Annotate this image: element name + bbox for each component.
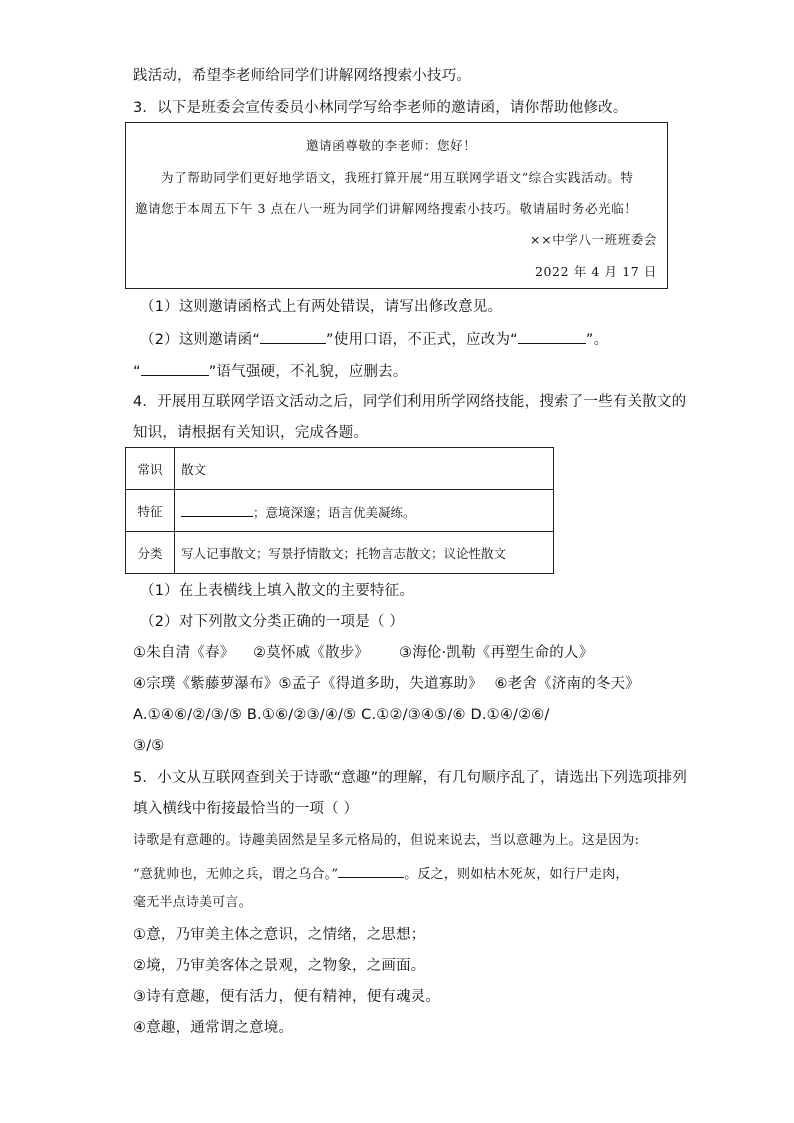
- q5-passage-line2: [133, 862, 629, 885]
- work-item: ⑤孟子《得道多助，失道寡助》: [278, 676, 483, 692]
- q5-title-line1: 5．小文从互联网查到关于诗歌“意趣”的理解，有几句顺序乱了，请选出下列选项排列: [133, 770, 688, 786]
- q4-sub2: （2）对下列散文分类正确的一项是（ ）: [140, 614, 405, 630]
- table-head-cell: 分类: [126, 532, 175, 574]
- q3-sub2-part-c: ”。: [585, 332, 609, 348]
- q5-option: ④意趣，通常谓之意境。: [133, 1020, 294, 1036]
- table-row: [126, 448, 554, 490]
- work-item: ④宗璞《紫藤萝瀑布》: [133, 676, 279, 692]
- letter-signature: ××中学八一班班委会: [530, 232, 657, 247]
- quote-open: “: [133, 364, 141, 380]
- answer-blank[interactable]: [141, 360, 209, 376]
- table-row: [126, 532, 554, 574]
- letter-body-line1: 为了帮助同学们更好地学语文，我班打算开展“用互联网学语文”综合实践活动。特: [161, 170, 634, 185]
- answer-blank[interactable]: [181, 501, 253, 517]
- feature-text: ；意境深邃；语言优美凝练。: [253, 504, 416, 520]
- letter-date: 2022 年 4 月 17 日: [534, 264, 657, 279]
- essay-knowledge-table: [125, 447, 554, 574]
- table-content-cell: [175, 490, 554, 532]
- work-item: ①朱自清《春》: [133, 645, 235, 661]
- q5-option: ①意，乃审美主体之意识，之情绪，之思想；: [133, 927, 426, 943]
- q3-sub2-part-d: ”语气强硬，不礼貌，应删去。: [208, 364, 408, 380]
- q3-sub2-part-a: （2）这则邀请函“: [140, 332, 261, 348]
- q5-title-line2: 填入横线中衔接最恰当的一项（ ）: [133, 801, 359, 817]
- q4-title-line1: 4．开展用互联网学语文活动之后，同学们利用所学网络技能，搜索了一些有关散文的: [133, 394, 687, 410]
- q5-option: ②境，乃审美客体之景观，之物象，之画面。: [133, 958, 426, 974]
- q4-options-wrap: ③/⑤: [133, 738, 165, 754]
- passage-quote: “意犹帅也，无帅之兵，谓之乌合。”: [133, 867, 339, 882]
- work-item: ②莫怀戚《散步》: [253, 645, 370, 661]
- work-item: ⑥老舍《济南的冬天》: [494, 676, 640, 692]
- table-head-cell: 特征: [126, 490, 175, 532]
- table-content-cell: 散文: [175, 448, 554, 490]
- q3-sub2-line1: [140, 328, 608, 350]
- q3-sub1: （1）这则邀请函格式上有两处错误，请写出修改意见。: [140, 299, 503, 315]
- table-row: [126, 490, 554, 532]
- intro-tail-text: 践活动，希望李老师给同学们讲解网络搜索小技巧。: [133, 68, 472, 84]
- table-content-cell: 写人记事散文；写景抒情散文；托物言志散文；议论性散文: [175, 532, 554, 574]
- answer-blank[interactable]: [518, 328, 586, 344]
- q3-sub2-line2: [133, 360, 408, 382]
- table-head-cell: 常识: [126, 448, 175, 490]
- letter-heading: 邀请函尊敬的李老师：您好！: [306, 138, 477, 153]
- q4-sub1: （1）在上表横线上填入散文的主要特征。: [140, 583, 415, 599]
- q3-title: 3．以下是班委会宣传委员小林同学写给李老师的邀请函，请你帮助他修改。: [133, 100, 628, 116]
- q5-passage-line1: 诗歌是有意趣的。诗趣美固然是呈多元格局的，但说来说去，当以意趣为上。这是因为:: [133, 833, 640, 848]
- q4-title-line2: 知识，请根据有关知识，完成各题。: [133, 425, 369, 441]
- answer-blank[interactable]: [338, 862, 404, 878]
- q3-sub2-part-b: ”使用口语，不正式，应改为“: [326, 332, 518, 348]
- passage-rest: 。反之，则如枯木死灰，如行尸走肉，: [404, 867, 629, 882]
- q4-works-line2: [133, 674, 640, 694]
- work-item: ③海伦·凯勒《再塑生命的人》: [399, 645, 594, 661]
- q4-works-line1: [133, 643, 593, 663]
- q5-passage-line3: 毫无半点诗美可言。: [133, 895, 252, 910]
- q5-option: ③诗有意趣，便有活力，便有精神，便有魂灵。: [133, 989, 441, 1005]
- q4-options-line: A.①④⑥/②/③/⑤ B.①⑥/②③/④/⑤ C.①②/③④⑤/⑥ D.①④/②⑥/: [133, 707, 550, 723]
- letter-body-line2: 邀请您于本周五下午 3 点在八一班为同学们讲解网络搜索小技巧。敬请届时务必光临！: [135, 201, 638, 216]
- invitation-letter-box: [125, 122, 668, 289]
- answer-blank[interactable]: [260, 328, 326, 344]
